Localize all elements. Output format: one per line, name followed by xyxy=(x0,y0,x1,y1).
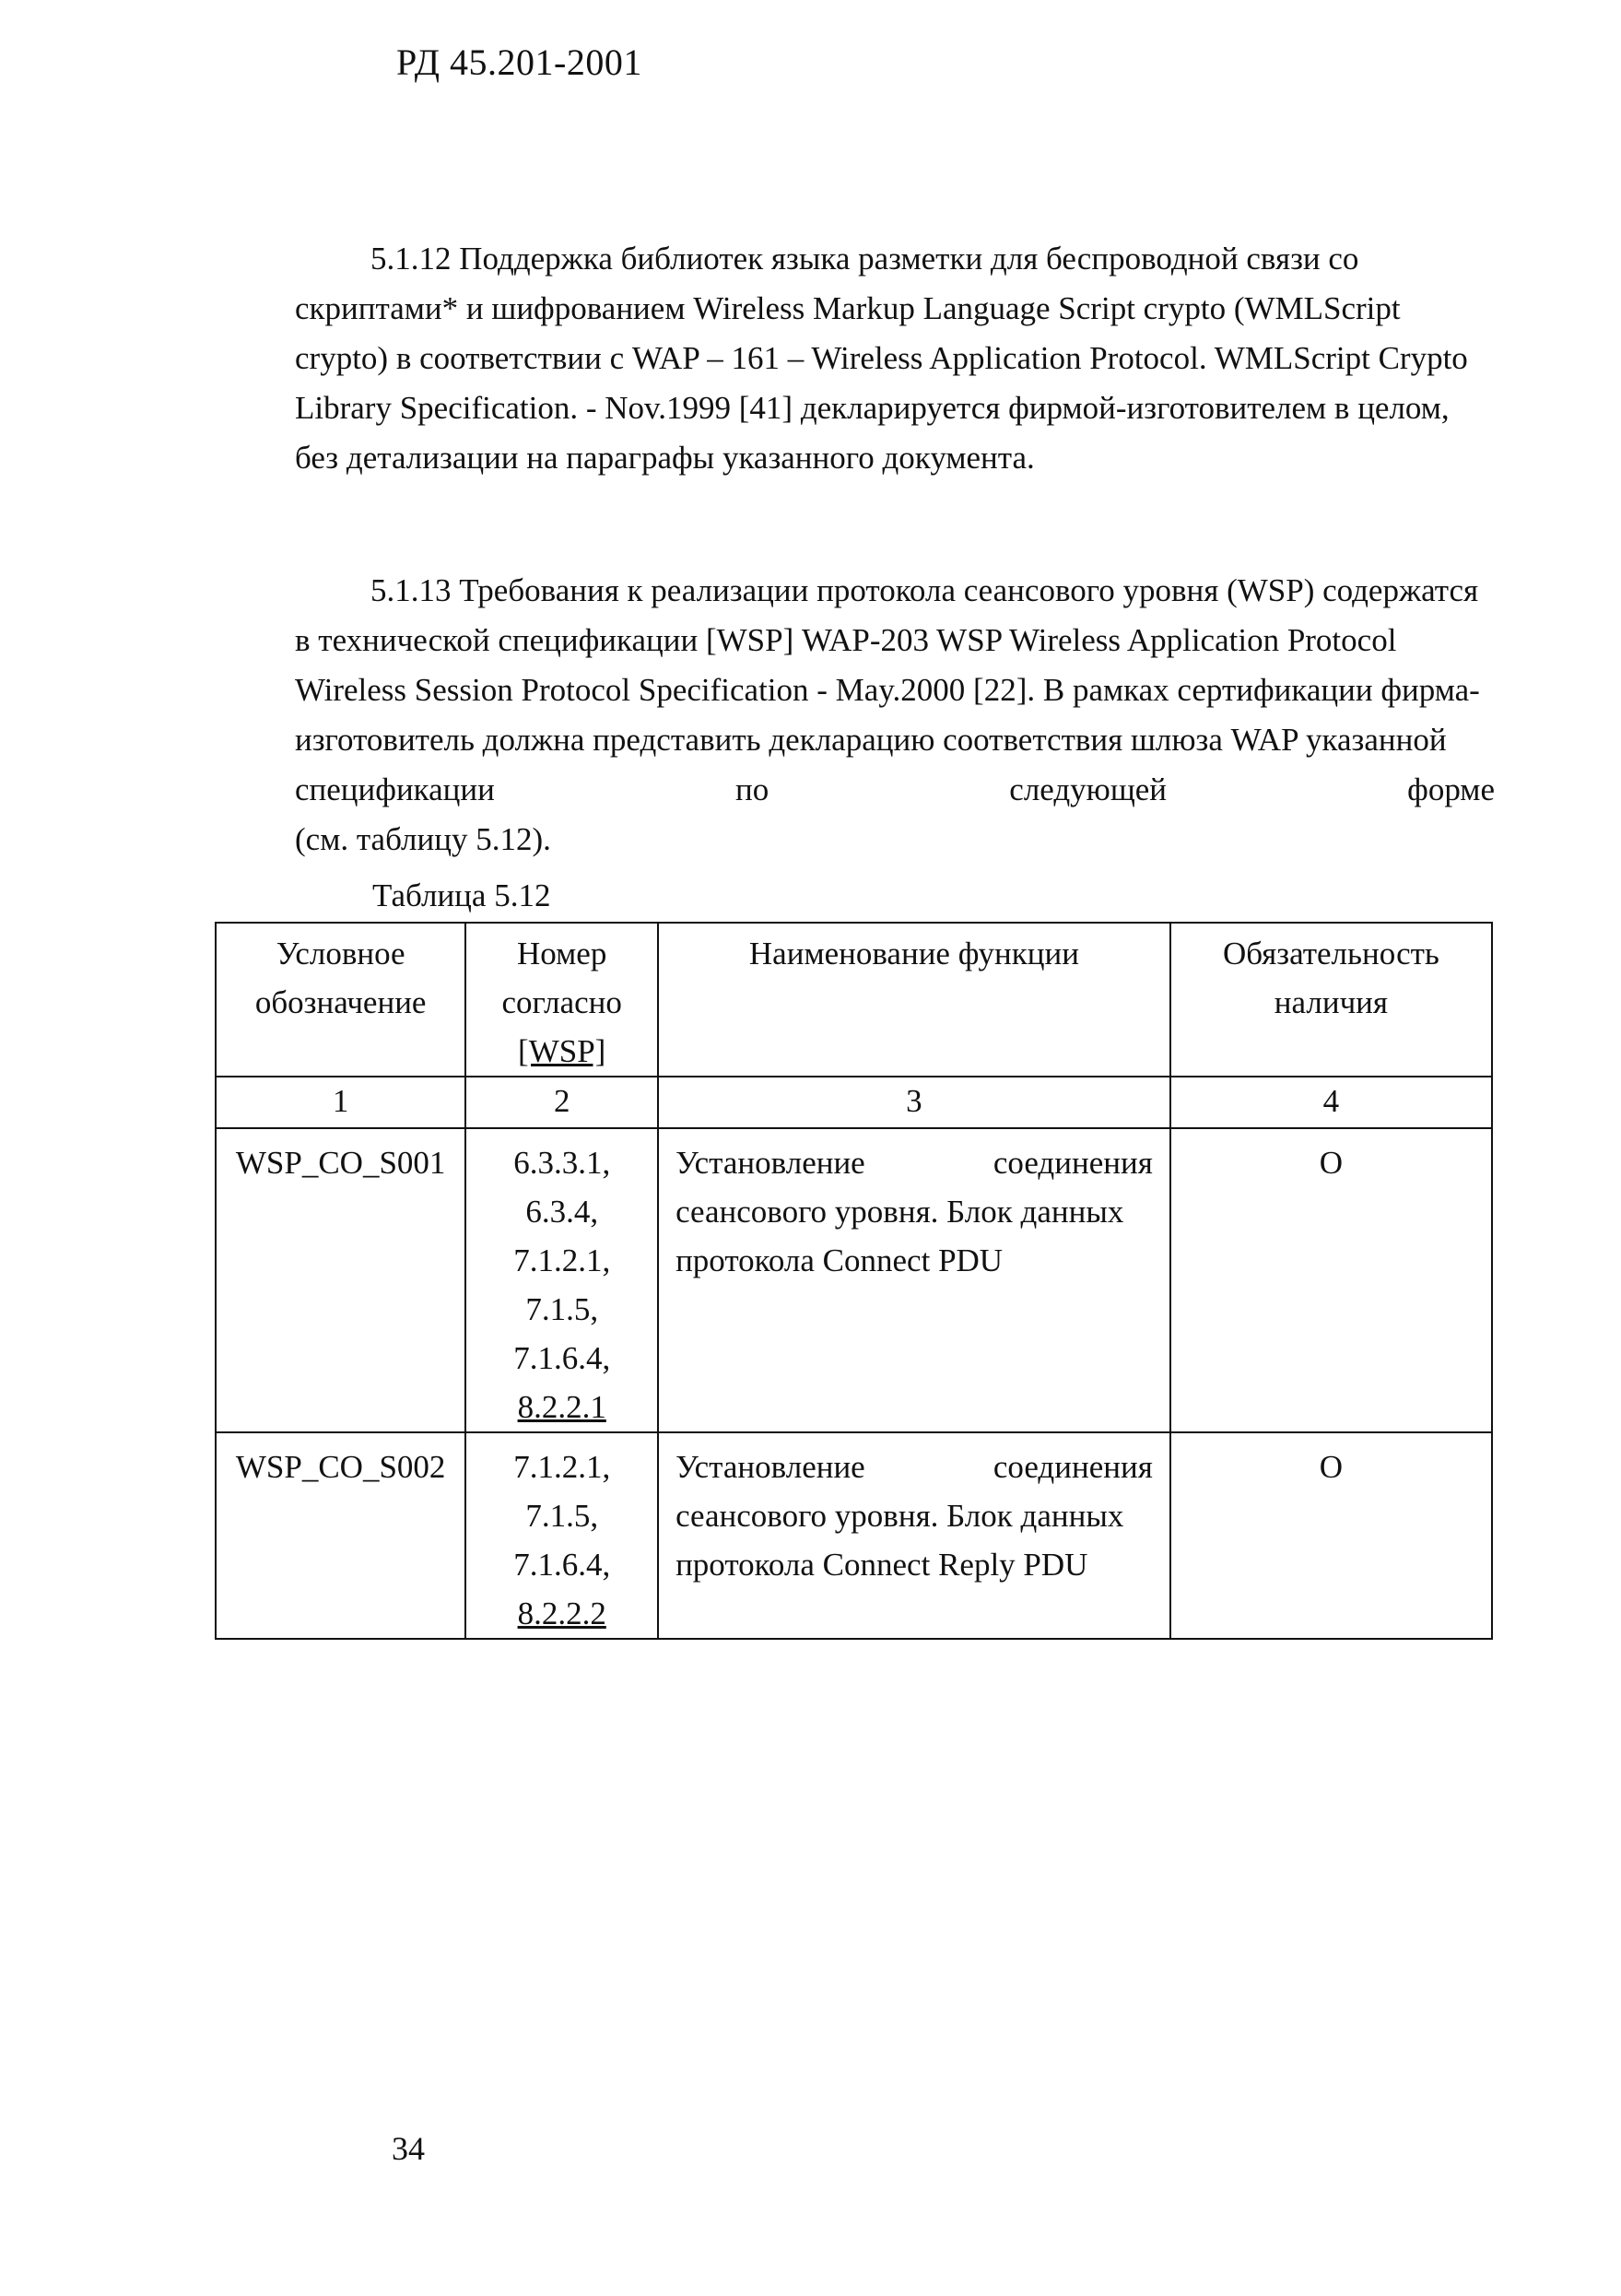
paragraph-line: в технической спецификации [WSP] WAP-203 WSP Wireless Application Protocol xyxy=(295,622,1397,658)
wsp-number: 7.1.6.4, xyxy=(513,1340,611,1376)
word: соединения xyxy=(993,1145,1153,1181)
header-text: наличия xyxy=(1274,984,1388,1020)
paragraph-line: crypto) в соответствии с WAP – 161 – Wireless Application Protocol. WMLScript Crypto xyxy=(295,340,1468,376)
paragraph-line: изготовитель должна представить декларацию соответствия шлюза WAP указанной xyxy=(295,722,1447,758)
function-line: сеансового уровня. Блок данных xyxy=(675,1498,1124,1534)
header-obligation xyxy=(1170,923,1492,1077)
paragraph-line: скриптами* и шифрованием Wireless Markup Language Script crypto (WMLScript xyxy=(295,290,1401,326)
wsp-number: 7.1.5, xyxy=(525,1498,599,1534)
header-text: Обязательность xyxy=(1222,936,1439,971)
header-text: Условное xyxy=(276,936,405,971)
word: по xyxy=(734,771,769,807)
word: следующей xyxy=(1009,771,1168,807)
wsp-number: 7.1.2.1, xyxy=(513,1449,611,1485)
wsp-number: 7.1.6.4, xyxy=(513,1547,611,1583)
table-header-row xyxy=(216,923,1492,1077)
word: Установление xyxy=(675,1449,865,1485)
header-text: Наименование функции xyxy=(748,936,1079,971)
column-number: 2 xyxy=(465,1077,658,1128)
section-5-1-12 xyxy=(295,234,1495,483)
obligation-mark: О xyxy=(1170,1432,1492,1639)
column-number: 4 xyxy=(1170,1077,1492,1128)
page-number: 34 xyxy=(392,2130,425,2167)
word: спецификации xyxy=(295,771,495,807)
word: соединения xyxy=(993,1449,1153,1485)
header-designation xyxy=(216,923,465,1077)
header-text: [WSP] xyxy=(518,1033,606,1069)
function-name xyxy=(658,1128,1170,1432)
paragraph-line: Wireless Session Protocol Specification - May.2000 [22]. В рамках сертификации фирма- xyxy=(295,672,1480,708)
function-line: протокола Connect PDU xyxy=(675,1242,1004,1278)
wsp-numbers xyxy=(465,1128,658,1432)
wsp-number: 8.2.2.1 xyxy=(517,1389,606,1425)
header-function-name xyxy=(658,923,1170,1077)
wsp-numbers xyxy=(465,1432,658,1639)
table-caption: Таблица 5.12 xyxy=(372,877,551,913)
header-text: обозначение xyxy=(254,984,427,1020)
word: Установление xyxy=(675,1145,865,1181)
wsp-number: 8.2.2.2 xyxy=(517,1595,606,1631)
header-text: Номер xyxy=(517,936,607,971)
header-text: согласно xyxy=(501,984,622,1020)
function-line xyxy=(675,1442,1153,1491)
column-number-row xyxy=(216,1077,1492,1128)
section-5-1-13 xyxy=(295,566,1495,865)
wsp-number: 7.1.2.1, xyxy=(513,1242,611,1278)
paragraph-line: 5.1.12 Поддержка библиотек языка разметки для беспроводной связи со xyxy=(370,241,1359,277)
table-row xyxy=(216,1432,1492,1639)
table-row xyxy=(216,1128,1492,1432)
column-number: 1 xyxy=(216,1077,465,1128)
paragraph-line: (см. таблицу 5.12). xyxy=(295,821,551,857)
function-line: сеансового уровня. Блок данных xyxy=(675,1194,1124,1230)
paragraph-line: 5.1.13 Требования к реализации протокола сеансового уровня (WSP) содержатся xyxy=(370,572,1479,608)
word: форме xyxy=(1407,771,1495,807)
function-code: WSP_CO_S002 xyxy=(216,1432,465,1639)
paragraph-line: Library Specification. - Nov.1999 [41] декларируется фирмой-изготовителем в целом, xyxy=(295,390,1450,426)
obligation-mark: О xyxy=(1170,1128,1492,1432)
wsp-number: 6.3.4, xyxy=(525,1194,599,1230)
header-number xyxy=(465,923,658,1077)
function-line: протокола Connect Reply PDU xyxy=(675,1547,1088,1583)
wsp-number: 6.3.3.1, xyxy=(513,1145,611,1181)
conformance-table xyxy=(215,922,1493,1640)
function-name xyxy=(658,1432,1170,1639)
document-code: РД 45.201-2001 xyxy=(396,41,642,83)
function-code: WSP_CO_S001 xyxy=(216,1128,465,1432)
paragraph-line-justified xyxy=(295,765,1495,815)
paragraph-line: без детализации на параграфы указанного документа. xyxy=(295,440,1035,476)
column-number: 3 xyxy=(658,1077,1170,1128)
wsp-number: 7.1.5, xyxy=(525,1291,599,1327)
function-line xyxy=(675,1138,1153,1187)
